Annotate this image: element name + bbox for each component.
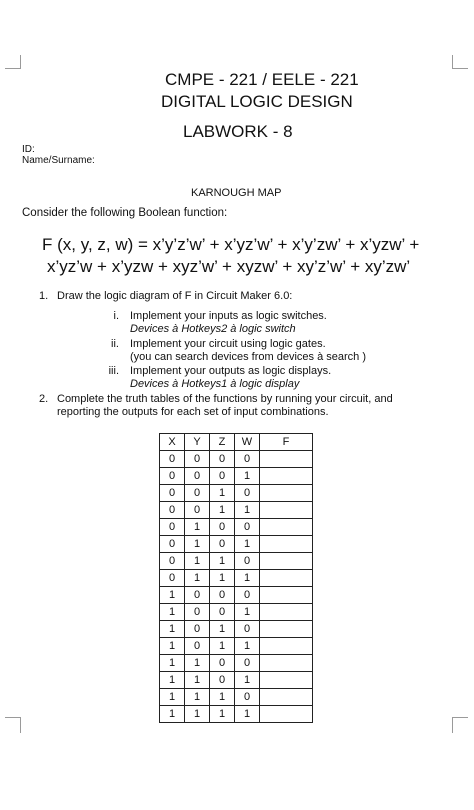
cell-f[interactable] [260, 604, 313, 621]
step-iii-number: iii. [108, 365, 119, 377]
cell-z: 0 [210, 451, 235, 468]
cell-y: 0 [185, 468, 210, 485]
cell-f[interactable] [260, 587, 313, 604]
cell-z: 0 [210, 604, 235, 621]
cell-x: 0 [160, 519, 185, 536]
equation-line-1: F (x, y, z, w) = x’y’z’w’ + x’yz’w’ + x’y’zw’ + x’yzw’ + [42, 235, 420, 254]
cell-x: 1 [160, 604, 185, 621]
cell-f[interactable] [260, 536, 313, 553]
course-title: DIGITAL LOGIC DESIGN [161, 92, 353, 111]
crop-mark-bottom-right [452, 717, 468, 733]
cell-y: 1 [185, 689, 210, 706]
cell-f[interactable] [260, 502, 313, 519]
crop-mark-bottom-left [5, 717, 21, 733]
cell-f[interactable] [260, 706, 313, 723]
cell-y: 0 [185, 587, 210, 604]
cell-y: 1 [185, 672, 210, 689]
table-row [160, 672, 313, 689]
cell-w: 0 [235, 519, 260, 536]
step-ii-path: (you can search devices from devices à search ) [130, 351, 366, 363]
table-row [160, 519, 313, 536]
cell-w: 0 [235, 689, 260, 706]
column-header-f: F [260, 434, 313, 451]
cell-x: 1 [160, 655, 185, 672]
table-row [160, 621, 313, 638]
cell-x: 0 [160, 502, 185, 519]
step-i-number: i. [113, 310, 119, 322]
step-iii-text: Implement your outputs as logic displays. [130, 365, 332, 377]
cell-x: 1 [160, 706, 185, 723]
cell-w: 0 [235, 655, 260, 672]
step-ii-number: ii. [111, 338, 119, 350]
cell-f[interactable] [260, 451, 313, 468]
question-2-number: 2. [39, 393, 49, 405]
question-2-text-line-1: Complete the truth tables of the functions by running your circuit, and [57, 393, 393, 405]
cell-w: 1 [235, 570, 260, 587]
equation-line-2: x’yz’w + x’yzw + xyz’w’ + xyzw’ + xy’z’w’ + xy’zw’ [47, 257, 411, 276]
cell-x: 1 [160, 638, 185, 655]
cell-x: 1 [160, 672, 185, 689]
cell-x: 0 [160, 570, 185, 587]
cell-f[interactable] [260, 519, 313, 536]
column-header-z: Z [210, 434, 235, 451]
cell-z: 1 [210, 570, 235, 587]
cell-z: 0 [210, 536, 235, 553]
cell-w: 0 [235, 553, 260, 570]
step-i-text: Implement your inputs as logic switches. [130, 310, 327, 322]
step-i-path: Devices à Hotkeys2 à logic switch [130, 323, 296, 335]
cell-z: 0 [210, 655, 235, 672]
cell-y: 1 [185, 519, 210, 536]
cell-y: 1 [185, 655, 210, 672]
table-row [160, 604, 313, 621]
table-row [160, 485, 313, 502]
cell-w: 1 [235, 468, 260, 485]
cell-y: 1 [185, 536, 210, 553]
truth-table [159, 433, 313, 723]
cell-z: 1 [210, 689, 235, 706]
cell-x: 0 [160, 451, 185, 468]
cell-w: 1 [235, 638, 260, 655]
step-ii-text: Implement your circuit using logic gates. [130, 338, 326, 350]
question-1-text: Draw the logic diagram of F in Circuit Maker 6.0: [57, 290, 293, 302]
table-row [160, 689, 313, 706]
cell-y: 1 [185, 553, 210, 570]
column-header-y: Y [185, 434, 210, 451]
name-label: Name/Surname: [22, 155, 95, 166]
table-row [160, 468, 313, 485]
question-2-text-line-2: reporting the outputs for each set of input combinations. [57, 406, 329, 418]
labwork-title: LABWORK - 8 [183, 122, 293, 141]
cell-z: 0 [210, 587, 235, 604]
cell-y: 0 [185, 502, 210, 519]
cell-w: 1 [235, 536, 260, 553]
cell-z: 1 [210, 502, 235, 519]
cell-z: 0 [210, 672, 235, 689]
table-row [160, 638, 313, 655]
cell-w: 1 [235, 604, 260, 621]
step-iii-path: Devices à Hotkeys1 à logic display [130, 378, 300, 390]
cell-f[interactable] [260, 553, 313, 570]
cell-z: 0 [210, 519, 235, 536]
table-row [160, 570, 313, 587]
cell-y: 1 [185, 706, 210, 723]
cell-x: 0 [160, 553, 185, 570]
cell-x: 0 [160, 485, 185, 502]
column-header-x: X [160, 434, 185, 451]
cell-w: 1 [235, 672, 260, 689]
table-row [160, 451, 313, 468]
cell-x: 0 [160, 536, 185, 553]
course-code: CMPE - 221 / EELE - 221 [165, 70, 359, 89]
column-header-w: W [235, 434, 260, 451]
cell-y: 0 [185, 604, 210, 621]
cell-x: 1 [160, 587, 185, 604]
cell-f[interactable] [260, 655, 313, 672]
cell-f[interactable] [260, 689, 313, 706]
cell-x: 1 [160, 621, 185, 638]
cell-w: 0 [235, 621, 260, 638]
table-row [160, 553, 313, 570]
cell-f[interactable] [260, 570, 313, 587]
section-title: KARNOUGH MAP [191, 187, 282, 199]
cell-f[interactable] [260, 468, 313, 485]
cell-y: 0 [185, 621, 210, 638]
cell-z: 1 [210, 553, 235, 570]
cell-f[interactable] [260, 672, 313, 689]
cell-z: 1 [210, 485, 235, 502]
cell-x: 1 [160, 689, 185, 706]
intro-text: Consider the following Boolean function: [22, 207, 228, 219]
cell-z: 1 [210, 621, 235, 638]
cell-x: 0 [160, 468, 185, 485]
cell-f[interactable] [260, 621, 313, 638]
cell-y: 1 [185, 570, 210, 587]
table-row [160, 587, 313, 604]
id-label: ID: [22, 144, 35, 155]
cell-f[interactable] [260, 485, 313, 502]
cell-w: 1 [235, 706, 260, 723]
cell-w: 0 [235, 485, 260, 502]
crop-mark-top-right [452, 55, 468, 69]
cell-w: 0 [235, 587, 260, 604]
cell-y: 0 [185, 485, 210, 502]
cell-z: 0 [210, 468, 235, 485]
cell-y: 0 [185, 451, 210, 468]
table-row [160, 706, 313, 723]
table-row [160, 655, 313, 672]
table-row [160, 536, 313, 553]
crop-mark-top-left [5, 55, 21, 69]
cell-w: 0 [235, 451, 260, 468]
table-row [160, 502, 313, 519]
cell-w: 1 [235, 502, 260, 519]
question-1-number: 1. [39, 290, 49, 302]
truth-table-header-row [160, 434, 313, 451]
cell-f[interactable] [260, 638, 313, 655]
cell-y: 0 [185, 638, 210, 655]
cell-z: 1 [210, 706, 235, 723]
cell-z: 1 [210, 638, 235, 655]
